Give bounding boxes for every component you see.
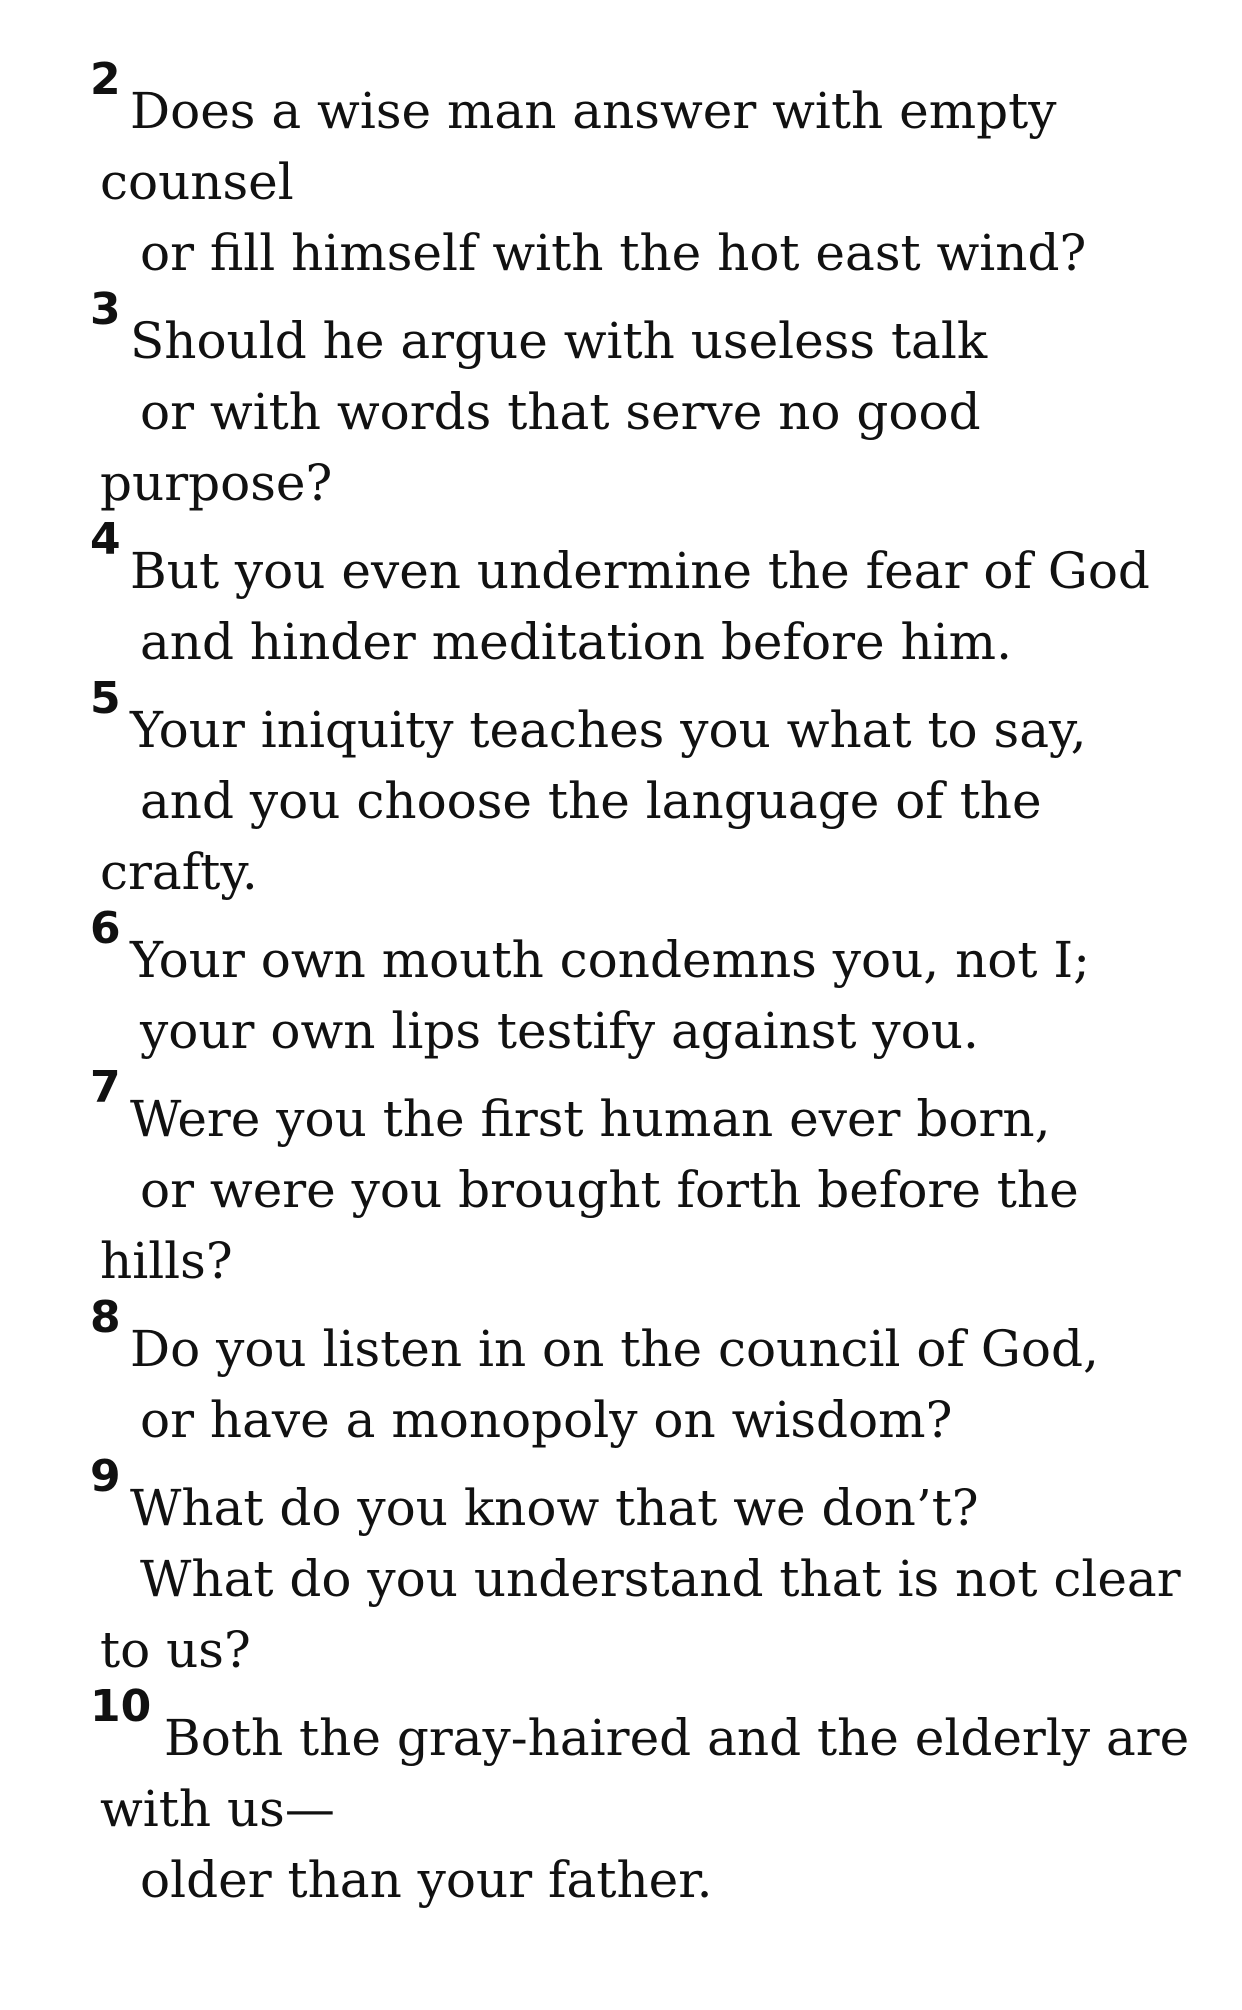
- verse-number: 10: [90, 1681, 152, 1732]
- verse-line: [90, 1681, 1200, 1774]
- verse-line: [90, 903, 1200, 996]
- verse-text: Does a wise man answer with empty: [130, 82, 1057, 140]
- verse-number: 4: [90, 514, 121, 565]
- verse-line-wrap: to us?: [100, 1621, 251, 1679]
- verse-number: 2: [90, 54, 121, 105]
- verse-4: [90, 514, 1200, 678]
- verse-line-indented: or with words that serve no good: [140, 383, 981, 441]
- verse-text: Do you listen in on the council of God,: [130, 1320, 1099, 1378]
- scripture-page: [90, 54, 1200, 1916]
- verse-line-wrap: purpose?: [100, 454, 333, 512]
- verse-line: [90, 514, 1200, 607]
- verse-text: What do you know that we don’t?: [130, 1479, 979, 1537]
- verse-text: Both the gray-haired and the elderly are: [164, 1709, 1190, 1767]
- verse-7: [90, 1062, 1200, 1297]
- verse-line: [90, 1292, 1200, 1385]
- verse-text: Your own mouth condemns you, not I;: [130, 931, 1090, 989]
- verse-5: [90, 673, 1200, 908]
- verse-text: Should he argue with useless talk: [130, 312, 988, 370]
- verse-line: [90, 1451, 1200, 1544]
- verse-number: 6: [90, 903, 121, 954]
- verse-line-wrap: hills?: [100, 1232, 233, 1290]
- verse-6: [90, 903, 1200, 1067]
- verse-line-indented: What do you understand that is not clear: [140, 1550, 1181, 1608]
- verse-line: [90, 284, 1200, 377]
- verse-number: 8: [90, 1292, 121, 1343]
- verse-line: [90, 1062, 1200, 1155]
- verse-line-indented: and hinder meditation before him.: [140, 613, 1012, 671]
- verse-line-indented: and you choose the language of the: [140, 772, 1042, 830]
- verse-text: But you even undermine the fear of God: [130, 542, 1150, 600]
- verse-line: [90, 673, 1200, 766]
- verse-line-indented: your own lips testify against you.: [140, 1002, 979, 1060]
- verse-text: Your iniquity teaches you what to say,: [130, 701, 1087, 759]
- verse-line: [90, 54, 1200, 147]
- verse-line-wrap: crafty.: [100, 843, 258, 901]
- verse-number: 3: [90, 284, 121, 335]
- verse-text: Were you the first human ever born,: [130, 1090, 1051, 1148]
- verse-2: [90, 54, 1200, 289]
- verse-line-indented: older than your father.: [140, 1851, 713, 1909]
- verse-number: 5: [90, 673, 121, 724]
- verse-8: [90, 1292, 1200, 1456]
- verse-9: [90, 1451, 1200, 1686]
- verse-10: [90, 1681, 1200, 1916]
- verse-line-indented: or were you brought forth before the: [140, 1161, 1079, 1219]
- verse-number: 7: [90, 1062, 121, 1113]
- verse-3: [90, 284, 1200, 519]
- verse-line-indented: or fill himself with the hot east wind?: [140, 224, 1087, 282]
- verse-number: 9: [90, 1451, 121, 1502]
- verse-line-wrap: counsel: [100, 153, 294, 211]
- verse-line-wrap: with us—: [100, 1780, 335, 1838]
- verse-line-indented: or have a monopoly on wisdom?: [140, 1391, 953, 1449]
